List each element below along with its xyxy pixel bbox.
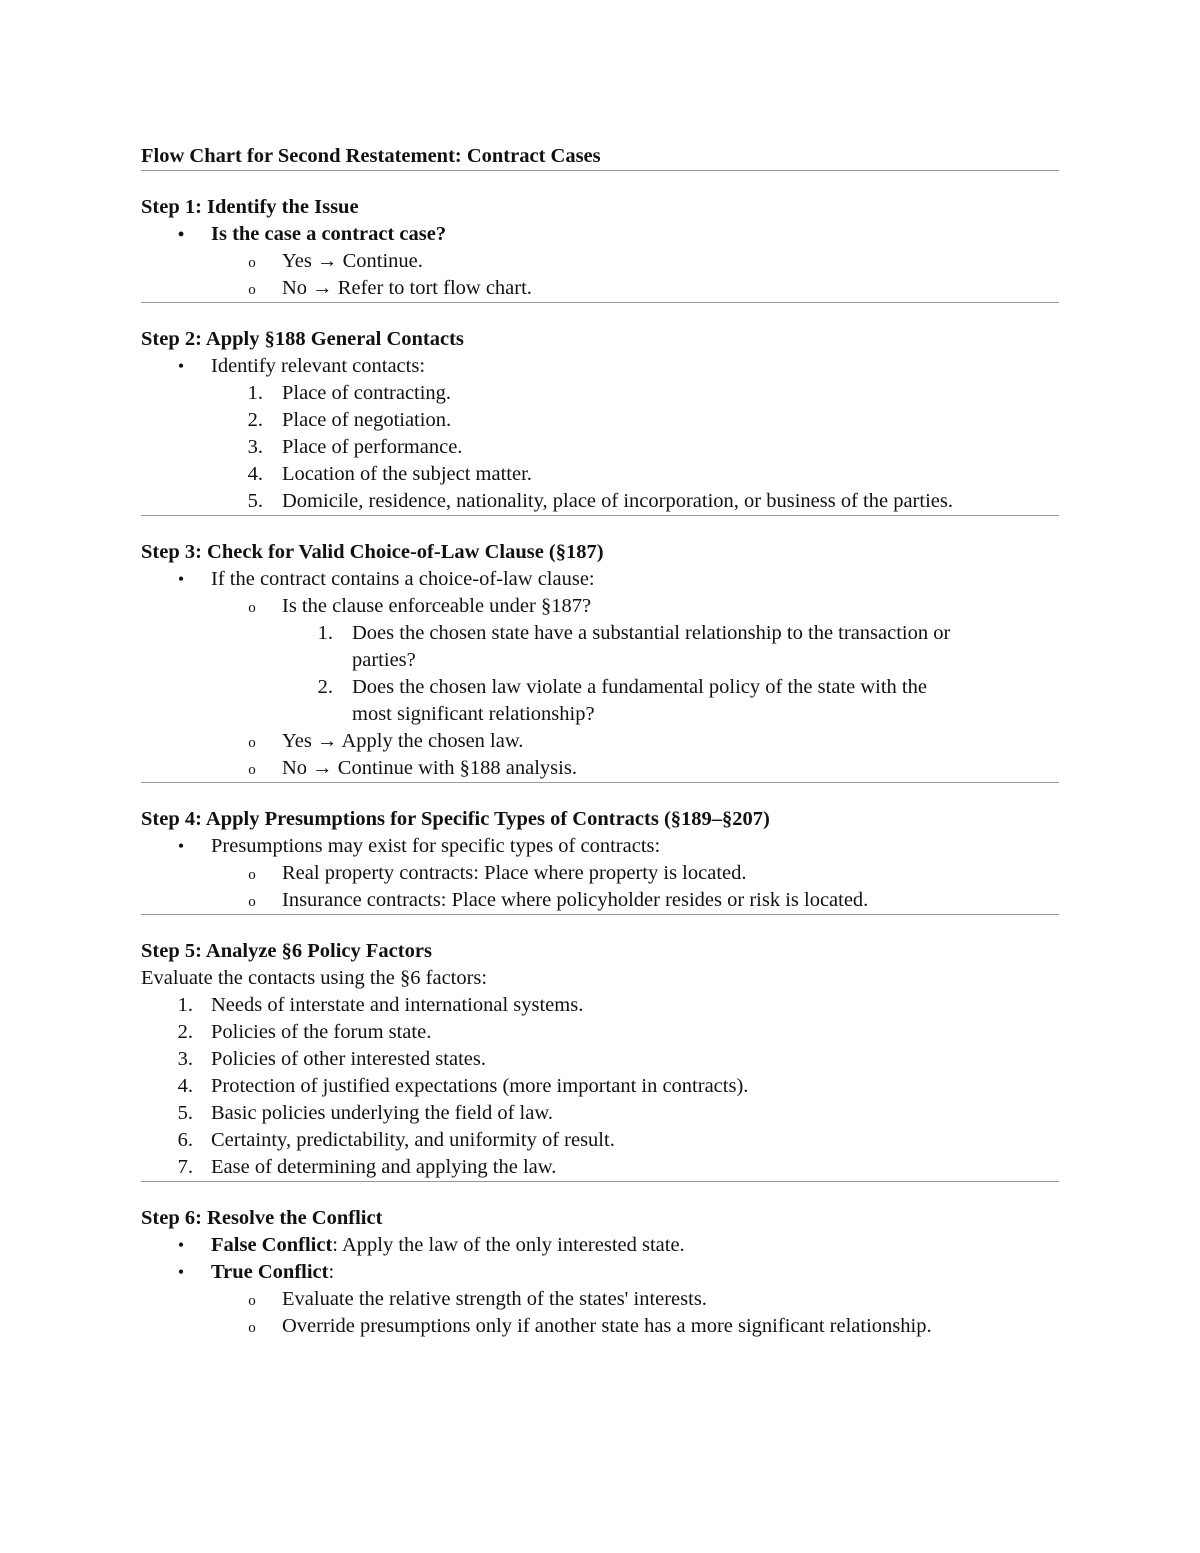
list-item <box>141 1232 1059 1259</box>
list-item <box>141 380 1059 407</box>
step-5-section <box>141 938 1059 1181</box>
bullet-icon: • <box>177 836 185 856</box>
list-item <box>141 1100 1059 1127</box>
sub-bullet-icon: o <box>248 735 256 751</box>
list-item <box>141 407 1059 434</box>
bullet-icon: • <box>177 1235 185 1255</box>
sub-bullet-icon: o <box>248 1293 256 1309</box>
list-number: 4. <box>247 463 263 485</box>
list-item <box>141 728 1059 755</box>
list-item-continuation <box>141 701 1059 728</box>
list-number: 2. <box>247 409 263 431</box>
list-item <box>141 1286 1059 1313</box>
step-3-no: No → Continue with §188 analysis. <box>282 757 577 779</box>
list-item <box>141 353 1059 380</box>
step-5-item: Protection of justified expectations (more important in contracts). <box>211 1075 749 1097</box>
step-3-sub-item: Does the chosen law violate a fundamental policy of the state with the <box>352 676 927 698</box>
bullet-icon: • <box>177 224 185 244</box>
true-conflict-text: : <box>328 1261 335 1283</box>
false-conflict-text: : Apply the law of the only interested state. <box>332 1234 685 1256</box>
list-number: 3. <box>247 436 263 458</box>
step-3-sub-item: most significant relationship? <box>352 703 595 725</box>
bullet-icon: • <box>177 569 185 589</box>
list-item <box>141 461 1059 488</box>
step-5-item: Policies of the forum state. <box>211 1021 432 1043</box>
step-2-item: Place of performance. <box>282 436 463 458</box>
step-5-intro: Evaluate the contacts using the §6 factors: <box>141 967 488 989</box>
sub-bullet-icon: o <box>248 762 256 778</box>
false-conflict-label: False Conflict <box>211 1234 333 1256</box>
step-5-item: Needs of interstate and international systems. <box>211 994 584 1016</box>
list-number: 2. <box>177 1021 193 1043</box>
sub-bullet-icon: o <box>248 1320 256 1336</box>
step-3-yes: Yes → Apply the chosen law. <box>282 730 524 752</box>
list-number: 6. <box>177 1129 193 1151</box>
step-1-section <box>141 194 1059 302</box>
list-number: 7. <box>177 1156 193 1178</box>
page-title: Flow Chart for Second Restatement: Contract Cases <box>141 145 601 167</box>
list-item <box>141 1154 1059 1181</box>
true-conflict-label: True Conflict <box>211 1261 329 1283</box>
list-item <box>141 620 1059 647</box>
list-item <box>141 674 1059 701</box>
step-5-item: Policies of other interested states. <box>211 1048 486 1070</box>
list-item <box>141 833 1059 860</box>
sub-bullet-icon: o <box>248 600 256 616</box>
step-1-question: Is the case a contract case? <box>211 223 447 245</box>
step-5-item: Ease of determining and applying the law. <box>211 1156 557 1178</box>
step-3-section <box>141 539 1059 782</box>
bullet-icon: • <box>177 356 185 376</box>
step-3-sub-item: Does the chosen state have a substantial relationship to the transaction or <box>352 622 951 644</box>
step-4-intro: Presumptions may exist for specific types of contracts: <box>211 835 661 857</box>
false-conflict-item <box>211 1232 685 1259</box>
step-3-heading: Step 3: Check for Valid Choice-of-Law Clause (§187) <box>141 541 604 563</box>
step-5-item: Basic policies underlying the field of law. <box>211 1102 553 1124</box>
step-5-item: Certainty, predictability, and uniformity of result. <box>211 1129 615 1151</box>
step-4-item: Real property contracts: Place where property is located. <box>282 862 747 884</box>
true-conflict-item <box>211 1259 334 1286</box>
list-number: 3. <box>177 1048 193 1070</box>
list-item <box>141 275 1059 302</box>
step-2-heading: Step 2: Apply §188 General Contacts <box>141 328 464 350</box>
list-item <box>141 860 1059 887</box>
list-number: 2. <box>317 676 333 698</box>
list-item <box>141 248 1059 275</box>
step-1-heading: Step 1: Identify the Issue <box>141 196 359 218</box>
document-page <box>141 143 1059 1340</box>
step-4-section <box>141 806 1059 914</box>
step-3-sub-item: parties? <box>352 649 416 671</box>
step-5-heading: Step 5: Analyze §6 Policy Factors <box>141 940 432 962</box>
list-number: 5. <box>247 490 263 512</box>
list-item <box>141 221 1059 248</box>
list-item-continuation <box>141 647 1059 674</box>
list-number: 1. <box>317 622 333 644</box>
step-6-item: Override presumptions only if another state has a more significant relationship. <box>282 1315 932 1337</box>
step-4-item: Insurance contracts: Place where policyholder resides or risk is located. <box>282 889 869 911</box>
list-item <box>141 755 1059 782</box>
sub-bullet-icon: o <box>248 867 256 883</box>
step-2-item: Place of negotiation. <box>282 409 452 431</box>
step-2-intro: Identify relevant contacts: <box>211 355 426 377</box>
sub-bullet-icon: o <box>248 282 256 298</box>
list-number: 1. <box>247 382 263 404</box>
list-item <box>141 566 1059 593</box>
bullet-icon: • <box>177 1262 185 1282</box>
step-2-item: Location of the subject matter. <box>282 463 532 485</box>
list-item <box>141 593 1059 620</box>
step-4-heading: Step 4: Apply Presumptions for Specific Types of Contracts (§189–§207) <box>141 808 770 830</box>
list-item <box>141 1313 1059 1340</box>
list-number: 1. <box>177 994 193 1016</box>
list-item <box>141 488 1059 515</box>
list-item <box>141 887 1059 914</box>
step-6-heading: Step 6: Resolve the Conflict <box>141 1207 383 1229</box>
step-3-question: Is the clause enforceable under §187? <box>282 595 592 617</box>
step-3-intro: If the contract contains a choice-of-law clause: <box>211 568 595 590</box>
step-2-item: Place of contracting. <box>282 382 452 404</box>
step-1-no: No → Refer to tort flow chart. <box>282 277 532 299</box>
list-number: 5. <box>177 1102 193 1124</box>
list-item <box>141 434 1059 461</box>
list-number: 4. <box>177 1075 193 1097</box>
step-6-section <box>141 1205 1059 1340</box>
step-2-section <box>141 326 1059 515</box>
list-item <box>141 1259 1059 1286</box>
step-2-item: Domicile, residence, nationality, place of incorporation, or business of the parties. <box>282 490 953 512</box>
list-item <box>141 1046 1059 1073</box>
sub-bullet-icon: o <box>248 894 256 910</box>
list-item <box>141 1019 1059 1046</box>
step-6-item: Evaluate the relative strength of the states' interests. <box>282 1288 707 1310</box>
list-item <box>141 1073 1059 1100</box>
list-item <box>141 1127 1059 1154</box>
sub-bullet-icon: o <box>248 255 256 271</box>
list-item <box>141 992 1059 1019</box>
step-1-yes: Yes → Continue. <box>282 250 423 272</box>
